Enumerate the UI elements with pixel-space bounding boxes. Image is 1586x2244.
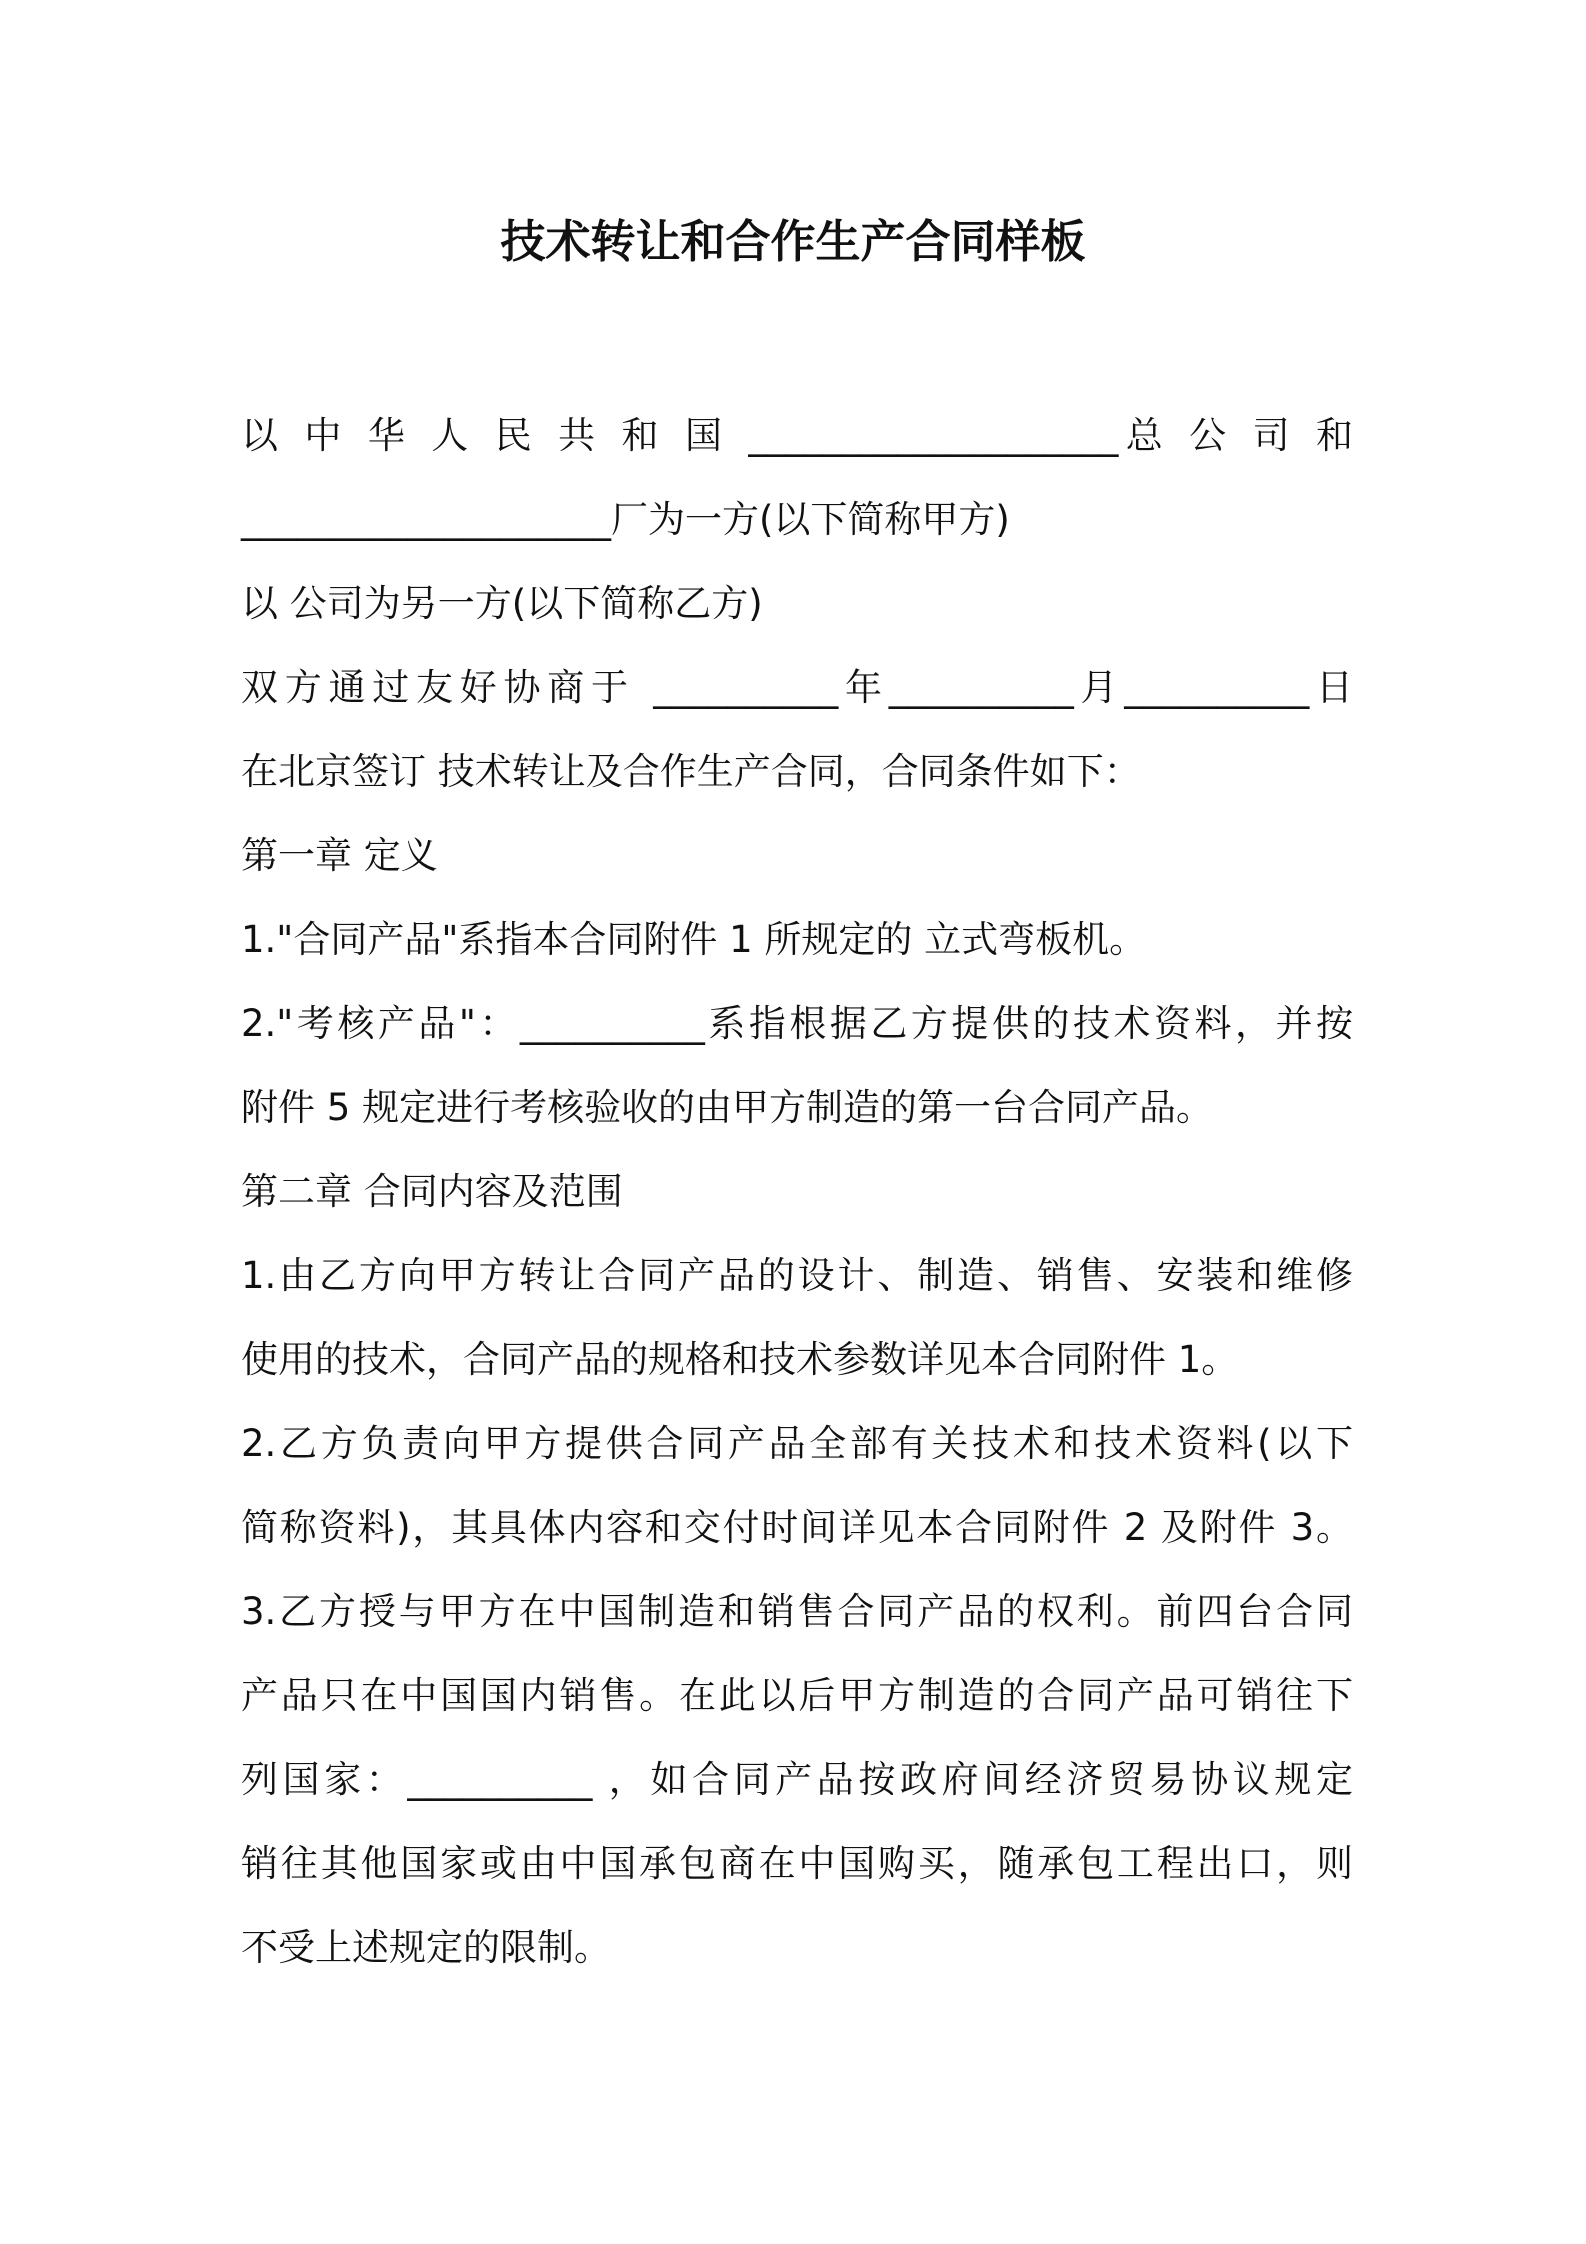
chapter-1-item-2-line-1: 2."考核产品"：__________系指根据乙方提供的技术资料，并按 (241, 1002, 1353, 1045)
paragraph-signing-line: 在北京签订 技术转让及合作生产合同，合同条件如下： (241, 750, 1141, 793)
chapter-2-heading: 第二章 合同内容及范围 (241, 1170, 623, 1213)
paragraph-party-b: 以 公司为另一方(以下简称乙方) (241, 582, 763, 625)
chapter-2-item-3-line-1: 3.乙方授与甲方在中国制造和销售合同产品的权利。前四台合同 (241, 1590, 1353, 1633)
chapter-2-item-2-line-1: 2.乙方负责向甲方提供合同产品全部有关技术和技术资料(以下 (241, 1422, 1353, 1465)
document-title: 技术转让和合作生产合同样板 (500, 215, 1086, 268)
paragraph-party-a-line-2: ____________________厂为一方(以下简称甲方) (241, 498, 1010, 541)
chapter-1-item-2-line-2: 附件 5 规定进行考核验收的由甲方制造的第一台合同产品。 (241, 1086, 1214, 1129)
chapter-2-item-1-line-2: 使用的技术，合同产品的规格和技术参数详见本合同附件 1。 (241, 1338, 1239, 1381)
chapter-2-item-3-line-5: 不受上述规定的限制。 (241, 1926, 611, 1969)
chapter-2-item-1-line-1: 1.由乙方向甲方转让合同产品的设计、制造、销售、安装和维修 (241, 1254, 1353, 1297)
chapter-1-item-1: 1."合同产品"系指本合同附件 1 所规定的 立式弯板机。 (241, 918, 1147, 961)
paragraph-party-a-line-1: 以 中 华 人 民 共 和 国 ____________________总 公 司 和 (241, 414, 1353, 457)
paragraph-date-line: 双方通过友好协商于 __________年__________月__________日 (241, 666, 1353, 709)
chapter-2-item-3-line-4: 销往其他国家或由中国承包商在中国购买，随承包工程出口，则 (241, 1842, 1353, 1885)
chapter-2-item-2-line-2: 简称资料)，其具体内容和交付时间详见本合同附件 2 及附件 3。 (241, 1506, 1353, 1549)
chapter-2-item-3-line-3: 列国家：__________ ，如合同产品按政府间经济贸易协议规定 (241, 1758, 1353, 1801)
chapter-1-heading: 第一章 定义 (241, 834, 438, 877)
chapter-2-item-3-line-2: 产品只在中国国内销售。在此以后甲方制造的合同产品可销往下 (241, 1674, 1353, 1717)
